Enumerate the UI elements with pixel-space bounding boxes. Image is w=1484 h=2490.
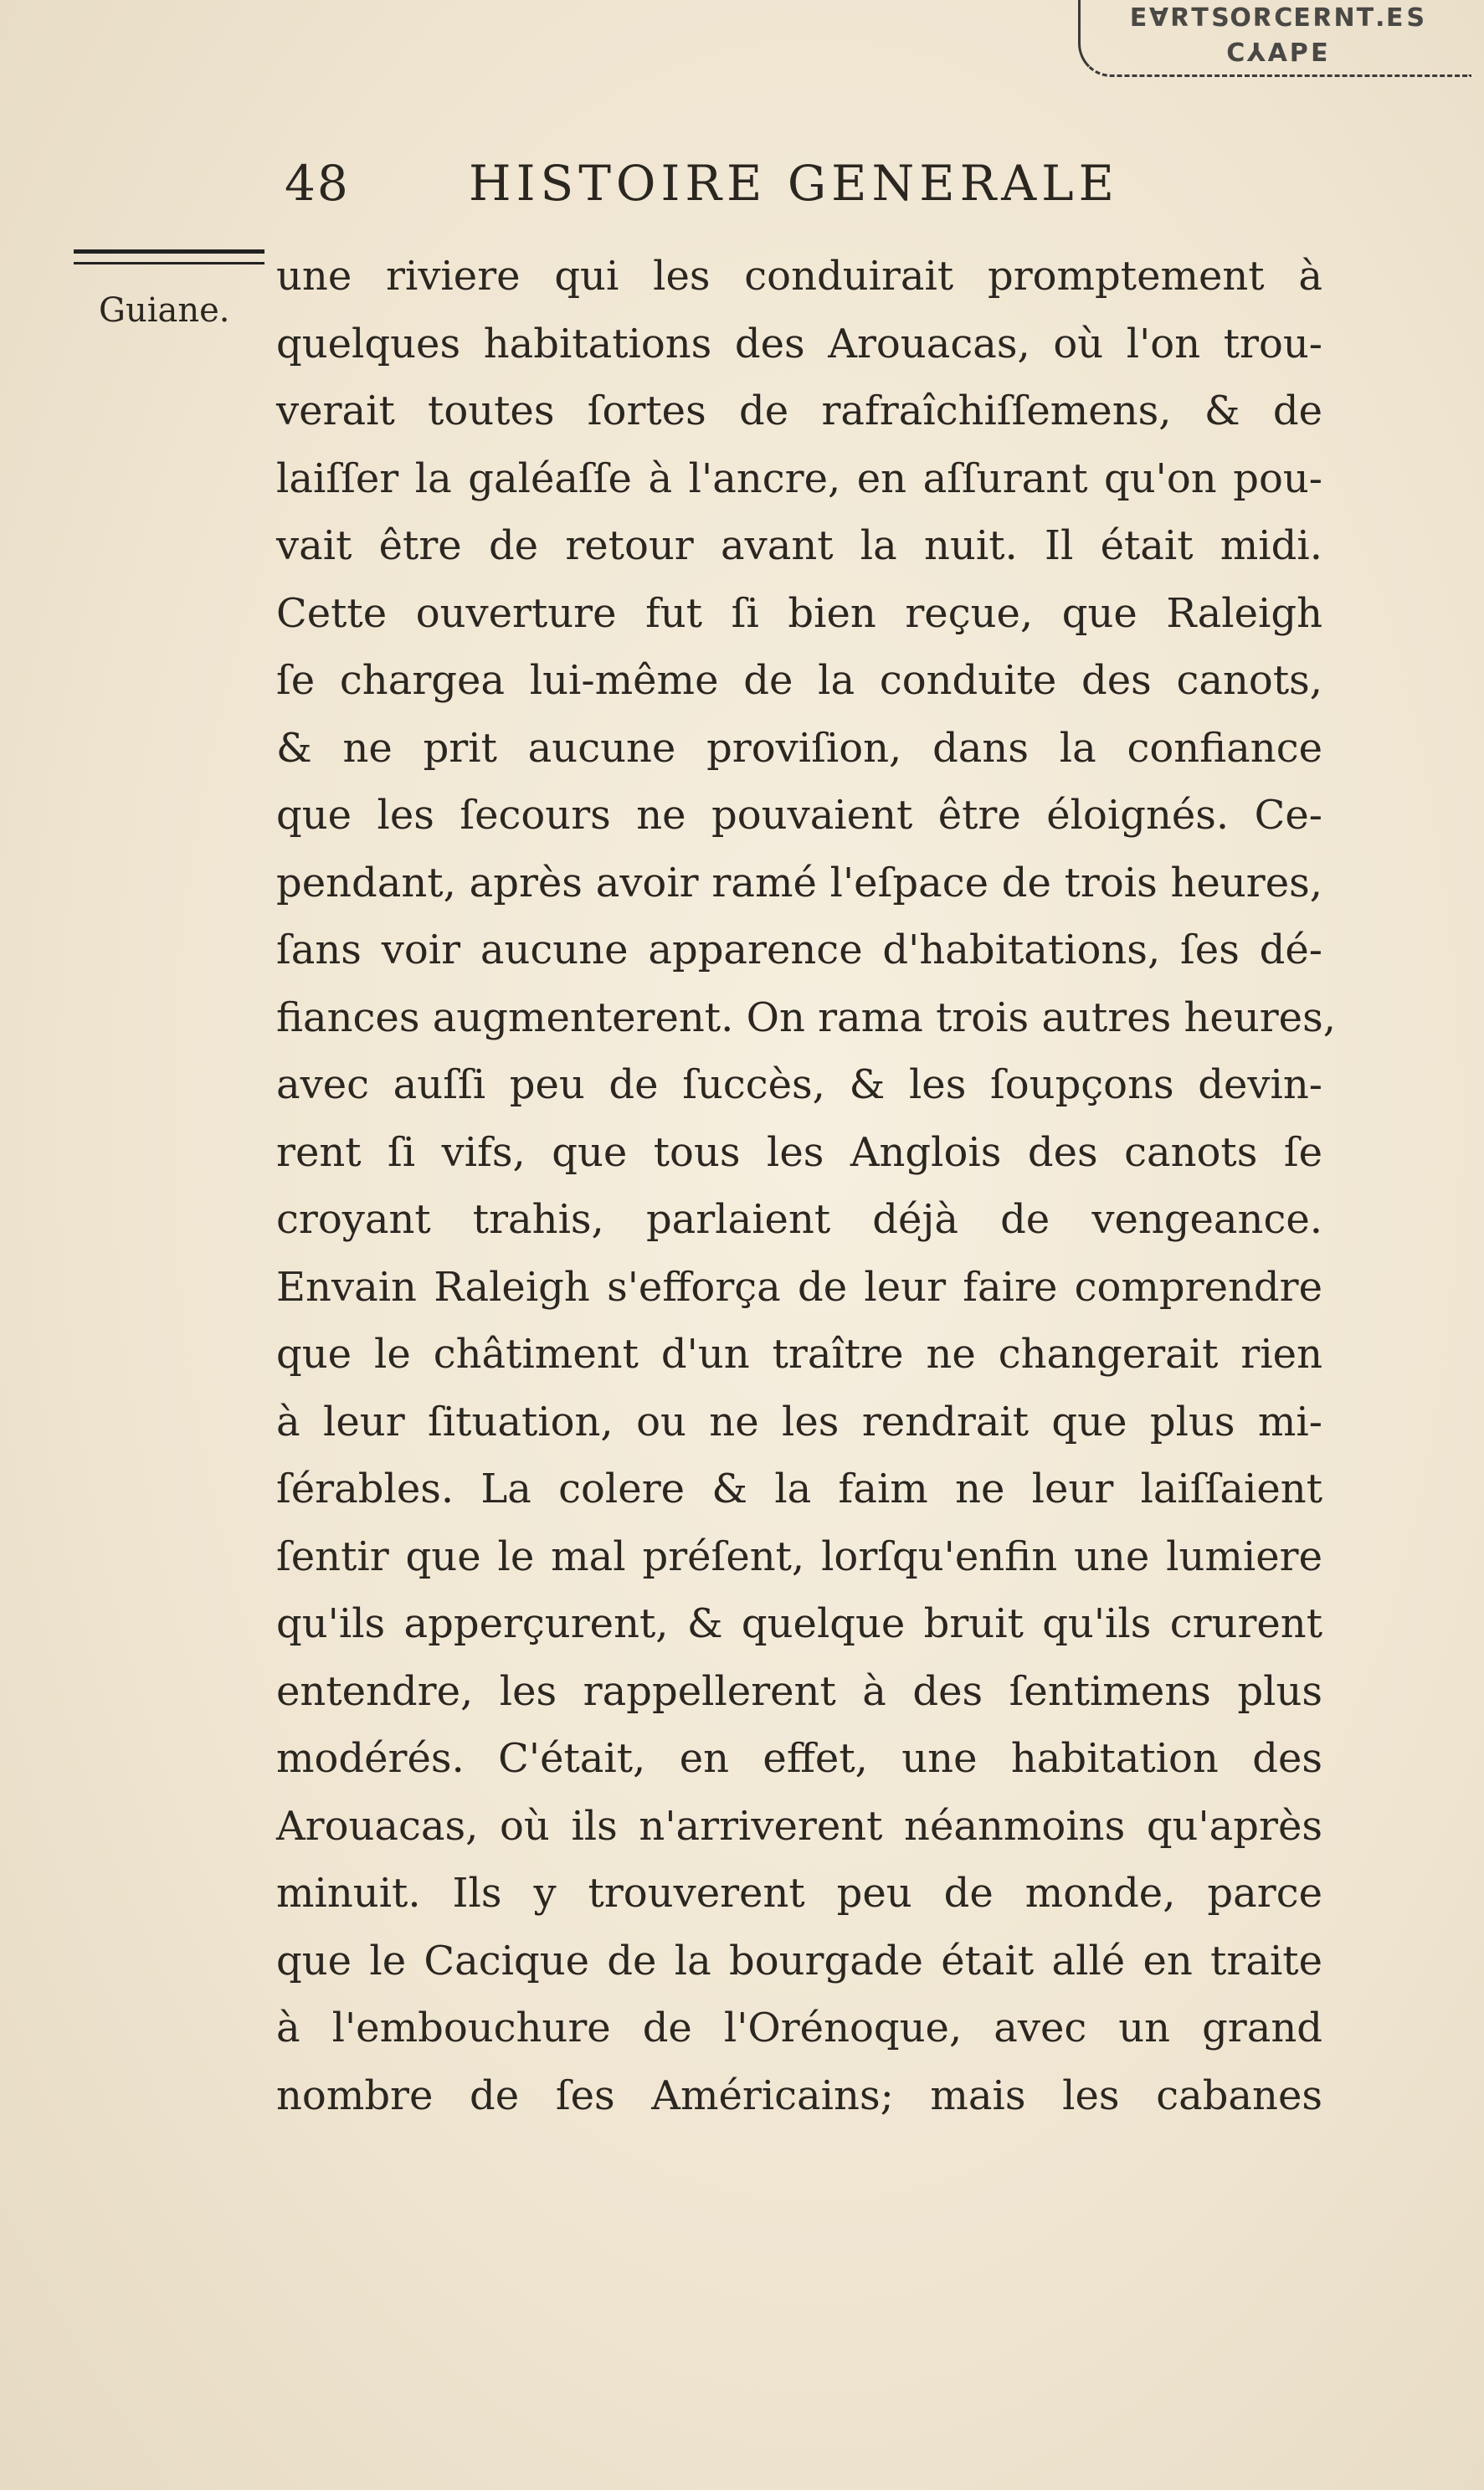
text-line: minuit. Ils y trouverent peu de monde, parce <box>276 1870 1322 1917</box>
stamp-line-2: ƎԀ∀ΥƆ <box>1223 36 1329 65</box>
text-line: laiſſer la galéaſſe à l'ancre, en aſſurant qu'on pou- <box>276 454 1322 502</box>
text-line: Cette ouverture fut ſi bien reçue, que Raleigh <box>276 589 1322 637</box>
text-line: entendre, les rappellerent à des ſentimens plus <box>276 1667 1322 1715</box>
text-line: Arouacas, où ils n'arriverent néanmoins qu'après <box>276 1802 1322 1850</box>
text-line: une riviere qui les conduirait promptement à <box>276 253 1322 300</box>
text-line: croyant trahis, parlaient déjà de vengeance. <box>276 1196 1322 1243</box>
text-line: ſe chargea lui-même de la conduite des canots, <box>276 657 1322 704</box>
body-text <box>276 243 1336 2129</box>
text-line: avec auſſi peu de ſuccès, & les ſoupçons devin- <box>276 1061 1322 1108</box>
text-line: rent ſi vifs, que tous les Anglois des canots ſe <box>276 1128 1322 1176</box>
page-header <box>276 155 1239 222</box>
text-line: & ne prit aucune proviſion, dans la confiance <box>276 724 1322 772</box>
text-line: fiances augmenterent. On rama trois autres heures, <box>276 993 1336 1041</box>
text-line: nombre de ſes Américains; mais les cabanes <box>276 2072 1322 2119</box>
text-line: pendant, après avoir ramé l'eſpace de trois heures, <box>276 859 1322 906</box>
text-line: qu'ils apperçurent, & quelque bruit qu'ils crurent <box>276 1600 1322 1647</box>
text-line: que le Cacique de la bourgade était allé en traite <box>276 1937 1322 1984</box>
text-line: Envain Raleigh s'efforça de leur faire comprendre <box>276 1263 1322 1311</box>
text-line: ſérables. La colere & la faim ne leur laiſſaient <box>276 1466 1322 1512</box>
text-line: vait être de retour avant la nuit. Il était midi. <box>276 522 1322 569</box>
page-number: 48 <box>285 155 350 212</box>
text-line: quelques habitations des Arouacas, où l'on trou- <box>276 320 1322 367</box>
margin-rule <box>74 249 264 264</box>
text-line: verait toutes ſortes de rafraîchiſſemens, & de <box>276 388 1322 434</box>
text-line: que le châtiment d'un traître ne changerait rien <box>276 1331 1322 1378</box>
library-stamp <box>1078 0 1471 77</box>
text-line: modérés. C'était, en effet, une habitation des <box>276 1735 1322 1782</box>
text-line: que les ſecours ne pouvaient être éloignés. Ce- <box>276 792 1322 839</box>
text-line: ſentir que le mal préſent, lorſqu'enfin une lumiere <box>276 1533 1322 1580</box>
running-head: HISTOIRE GENERALE <box>469 155 1119 212</box>
text-line: à leur ſituation, ou ne les rendrait que plus mi- <box>276 1398 1322 1445</box>
text-line: ſans voir aucune apparence d'habitations, ſes dé- <box>276 927 1322 973</box>
stamp-line-1: ƧƎ.TИЯƎƆЯOƧTЯ∀Ǝ <box>1128 3 1424 33</box>
text-line: à l'embouchure de l'Orénoque, avec un grand <box>276 2005 1322 2051</box>
margin-note: Guiane. <box>99 291 230 330</box>
